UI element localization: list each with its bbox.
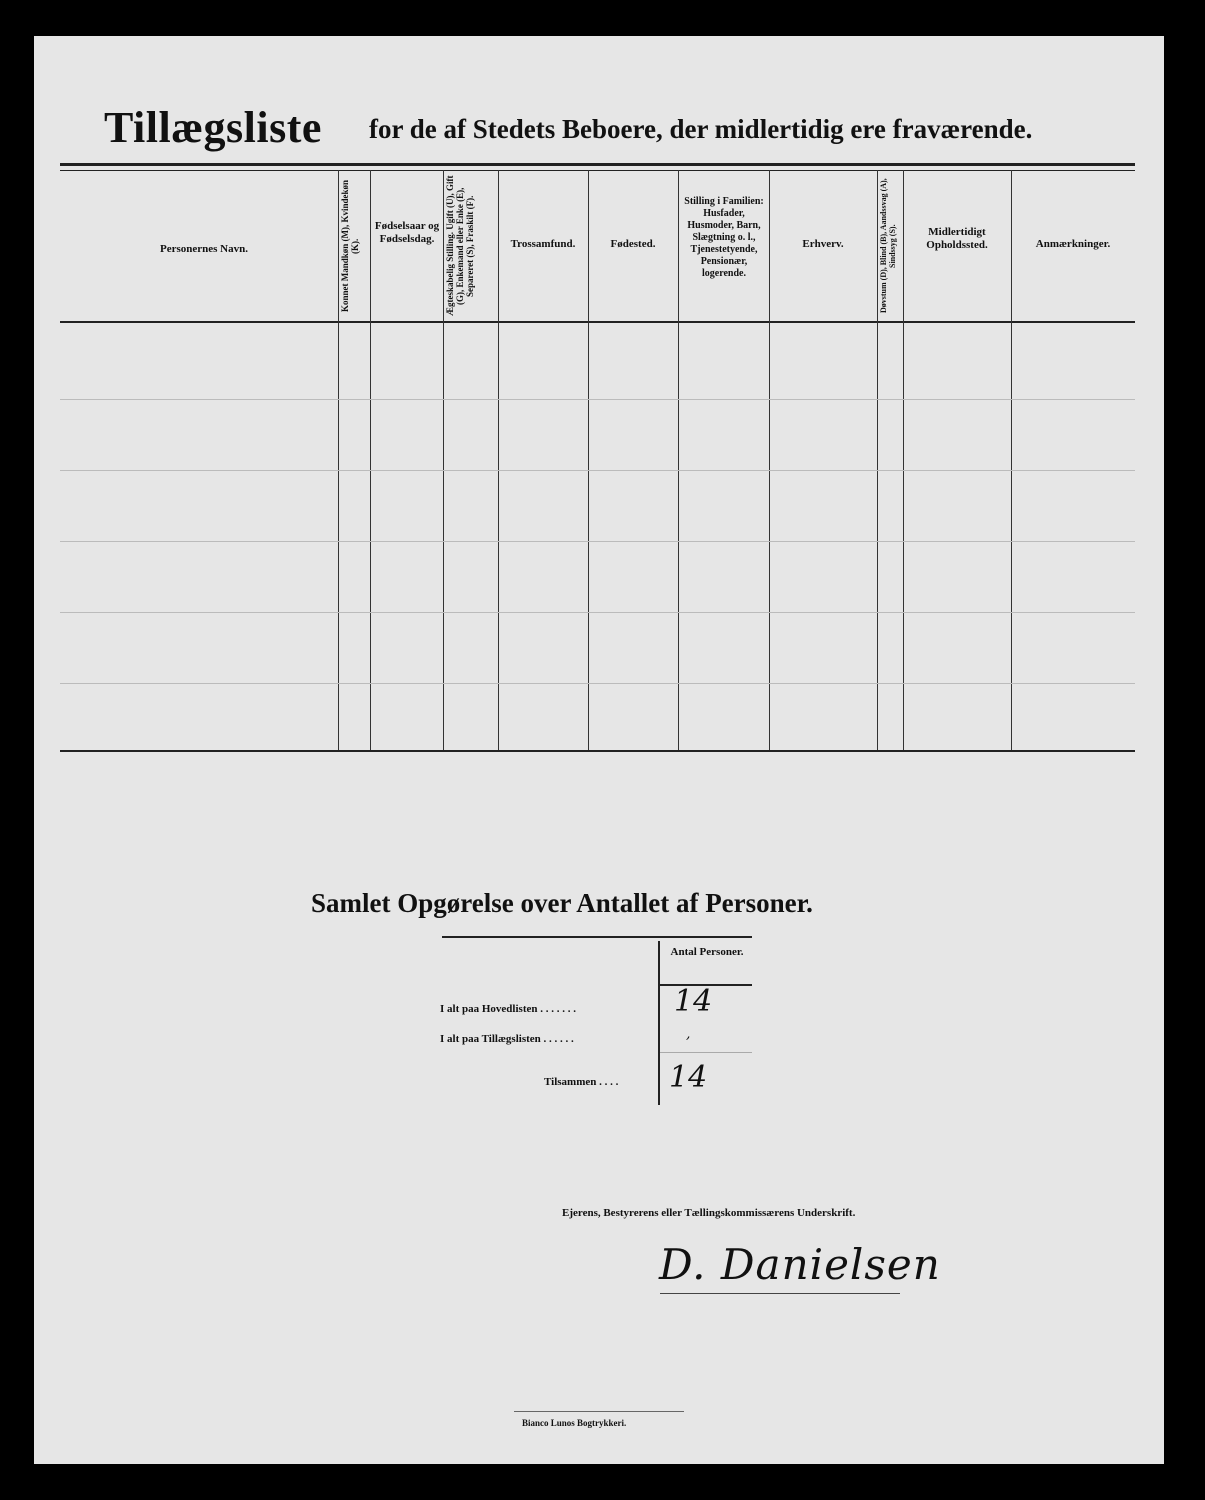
form-title: Tillægsliste <box>104 103 322 152</box>
summary-row-label: I alt paa Hovedlisten . . . . . . . <box>440 1003 576 1015</box>
col-divider <box>769 170 770 750</box>
header-marital-status: Ægteskabelig Stilling. Ugift (U), Gift (G), Enkemand eller Enke (E), Separeret (S), Fraskilt (F). <box>445 175 475 317</box>
table-top-rule-thin <box>60 170 1135 171</box>
table-row <box>60 399 1135 400</box>
summary-row-value: 14 <box>674 984 713 1019</box>
col-divider <box>1011 170 1012 750</box>
col-divider <box>588 170 589 750</box>
col-divider <box>338 170 339 750</box>
printer-imprint: Bianco Lunos Bogtrykkeri. <box>522 1418 627 1428</box>
handwritten-signature: D. Danielsen <box>659 1240 941 1289</box>
signature-underline <box>660 1293 900 1294</box>
summary-row-value: 14 <box>669 1060 708 1095</box>
table-bottom-rule <box>60 750 1135 752</box>
table-row <box>60 683 1135 684</box>
form-subtitle-text: for de af Stedets Beboere, der midlertidig ere <box>369 114 886 144</box>
header-family-position: Stilling i Familien: Husfader, Husmoder, Barn, Slægtning o. l., Tjenestetyende, Pensionær, logerende. <box>684 196 764 279</box>
table-header-rule <box>60 321 1135 323</box>
form-subtitle-emphasis: fraværende. <box>892 114 1033 144</box>
col-divider <box>678 170 679 750</box>
summary-count-header: Antal Personer. <box>670 946 744 958</box>
header-name: Personernes Navn. <box>160 243 248 255</box>
summary-row-label: Tilsammen . . . . <box>544 1076 619 1088</box>
table-top-rule <box>60 163 1135 166</box>
header-disability: Døvstum (D), Blind (B), Aandssvag (A), Sindssyg (S). <box>879 178 897 314</box>
col-divider <box>903 170 904 750</box>
summary-row-label: I alt paa Tillægslisten . . . . . . <box>440 1033 574 1045</box>
summary-top-rule <box>442 936 752 938</box>
header-religion: Trossamfund. <box>510 238 576 250</box>
header-remarks: Anmærkninger. <box>1035 238 1111 250</box>
col-divider <box>498 170 499 750</box>
summary-row-value: , <box>686 1026 691 1042</box>
form-subtitle <box>369 114 1032 145</box>
summary-divider <box>658 941 660 1105</box>
col-divider <box>443 170 444 750</box>
header-occupation: Erhverv. <box>802 238 844 250</box>
summary-title: Samlet Opgørelse over Antallet af Personer. <box>311 888 813 918</box>
table-row <box>60 612 1135 613</box>
header-birthplace: Fødested. <box>610 238 656 250</box>
header-birth: Fødselsaar og Fødselsdag. <box>374 220 440 245</box>
header-temporary-residence: Midlertidigt Opholdssted. <box>926 226 988 251</box>
printer-rule <box>514 1411 684 1412</box>
summary-sum-rule <box>660 1052 752 1053</box>
header-sex: Konnet Mandkøn (M), Kvindekøn (K). <box>340 179 360 313</box>
col-divider <box>877 170 878 750</box>
table-row <box>60 470 1135 471</box>
signature-label: Ejerens, Bestyrerens eller Tællingskommissærens Underskrift. <box>562 1207 856 1219</box>
col-divider <box>370 170 371 750</box>
table-row <box>60 541 1135 542</box>
census-form-sheet <box>34 36 1164 1464</box>
